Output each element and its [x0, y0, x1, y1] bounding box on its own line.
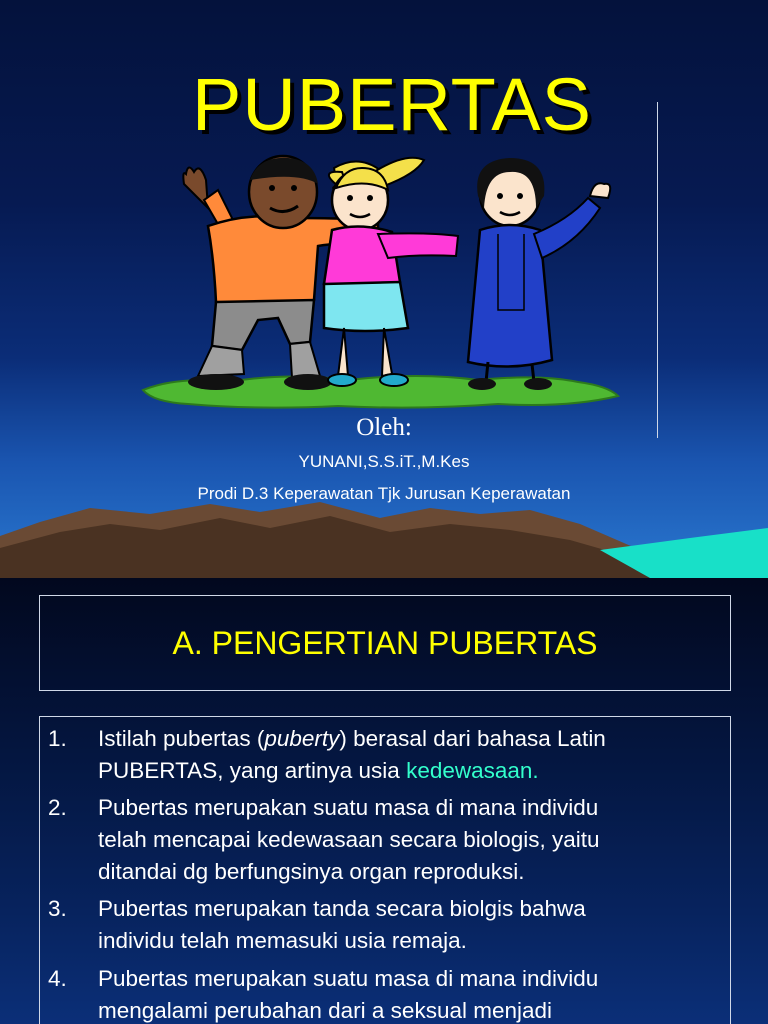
item-text: PUBERTAS, yang artinya usia [98, 758, 407, 783]
item-number: 4. [48, 966, 67, 991]
study-program: Prodi D.3 Keperawatan Tjk Jurusan Keperawatan [197, 484, 571, 503]
item-text: ) berasal dari bahasa Latin [339, 726, 606, 751]
divider-line [657, 102, 658, 438]
item-text: individu telah memasuki usia remaja. [98, 928, 467, 953]
item-text: Pubertas merupakan tanda secara biolgis bahwa [98, 896, 586, 921]
item-text: Istilah pubertas ( [98, 726, 265, 751]
section-heading: A. PENGERTIAN PUBERTAS [172, 624, 598, 661]
item-text: Pubertas merupakan suatu masa di mana individu [98, 795, 599, 820]
slide-title: PUBERTAS [191, 63, 593, 146]
item-text-italic: puberty [264, 726, 340, 751]
item-text: Pubertas merupakan suatu masa di mana individu [98, 966, 599, 991]
oleh-label: Oleh: [356, 414, 412, 441]
item-number: 3. [48, 896, 67, 921]
definition-list [39, 716, 731, 1024]
item-text: ditandai dg berfungsinya organ reproduksi. [98, 859, 525, 884]
item-number: 2. [48, 795, 67, 820]
heading-box [39, 595, 731, 691]
item-number: 1. [48, 726, 67, 751]
item-text: telah mencapai kedewasaan secara biologis, yaitu [98, 827, 600, 852]
three-children-waving-icon [138, 150, 628, 410]
highlight-text: kedewasaan. [406, 758, 539, 783]
author-name: YUNANI,S.S.iT.,M.Kes [298, 452, 470, 471]
mountain-landscape [0, 488, 768, 578]
definition-slide [0, 578, 768, 1024]
item-text: mengalami perubahan dari a seksual menjadi [98, 998, 553, 1023]
